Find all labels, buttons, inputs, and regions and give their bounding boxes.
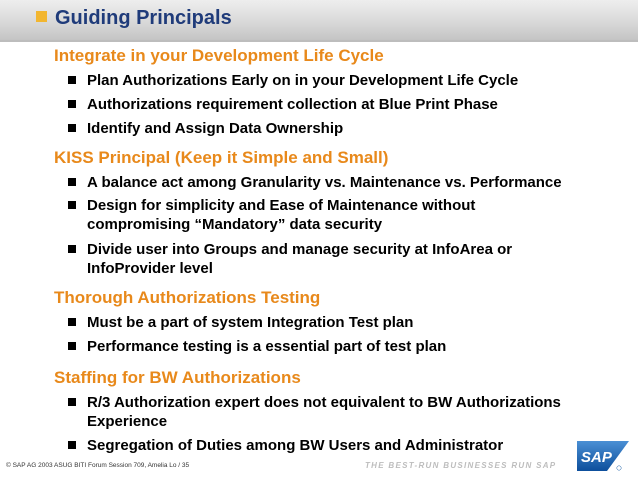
footer-tagline: THE BEST-RUN BUSINESSES RUN SAP — [365, 461, 557, 470]
section-title: KISS Principal (Keep it Simple and Small) — [54, 148, 389, 167]
bullet-square-icon — [68, 342, 76, 350]
bullet-square-icon — [68, 318, 76, 326]
bullet-text: Plan Authorizations Early on in your Development Life Cycle — [87, 72, 519, 89]
bullet-text: A balance act among Granularity vs. Maintenance vs. Performance — [87, 174, 562, 191]
bullet-text: Performance testing is a essential part of test plan — [87, 338, 447, 355]
bullet-square-icon — [68, 100, 76, 108]
bullet-square-icon — [68, 124, 76, 132]
section-title: Integrate in your Development Life Cycle — [54, 46, 384, 65]
bullet-square-icon — [68, 201, 76, 209]
bullet-text: Divide user into Groups and manage security at InfoArea or InfoProvider level — [87, 241, 513, 277]
bullet-square-icon — [68, 178, 76, 186]
footer-copyright: © SAP AG 2003 ASUG BITI Forum Session 709, Amelia Lo / 35 — [6, 462, 190, 469]
sap-logo-icon — [577, 441, 629, 471]
bullet-text: R/3 Authorization expert does not equivalent to BW Authorizations Experience — [87, 394, 561, 430]
bullet-square-icon — [68, 441, 76, 449]
section-title: Staffing for BW Authorizations — [54, 368, 301, 387]
title-square-icon — [36, 11, 47, 22]
bullet-square-icon — [68, 76, 76, 84]
bullet-text: Segregation of Duties among BW Users and Administrator — [87, 437, 504, 454]
bullet-square-icon — [68, 245, 76, 253]
svg-text:SAP: SAP — [581, 449, 612, 466]
bullet-text: Design for simplicity and Ease of Maintenance without compromising “Mandatory” data security — [87, 197, 476, 233]
section-title: Thorough Authorizations Testing — [54, 288, 321, 307]
page-title: Guiding Principals — [55, 7, 232, 29]
header-divider — [0, 40, 638, 42]
bullet-square-icon — [68, 398, 76, 406]
bullet-text: Identify and Assign Data Ownership — [87, 120, 344, 137]
bullet-text: Must be a part of system Integration Test plan — [87, 314, 414, 331]
bullet-text: Authorizations requirement collection at Blue Print Phase — [87, 96, 498, 113]
